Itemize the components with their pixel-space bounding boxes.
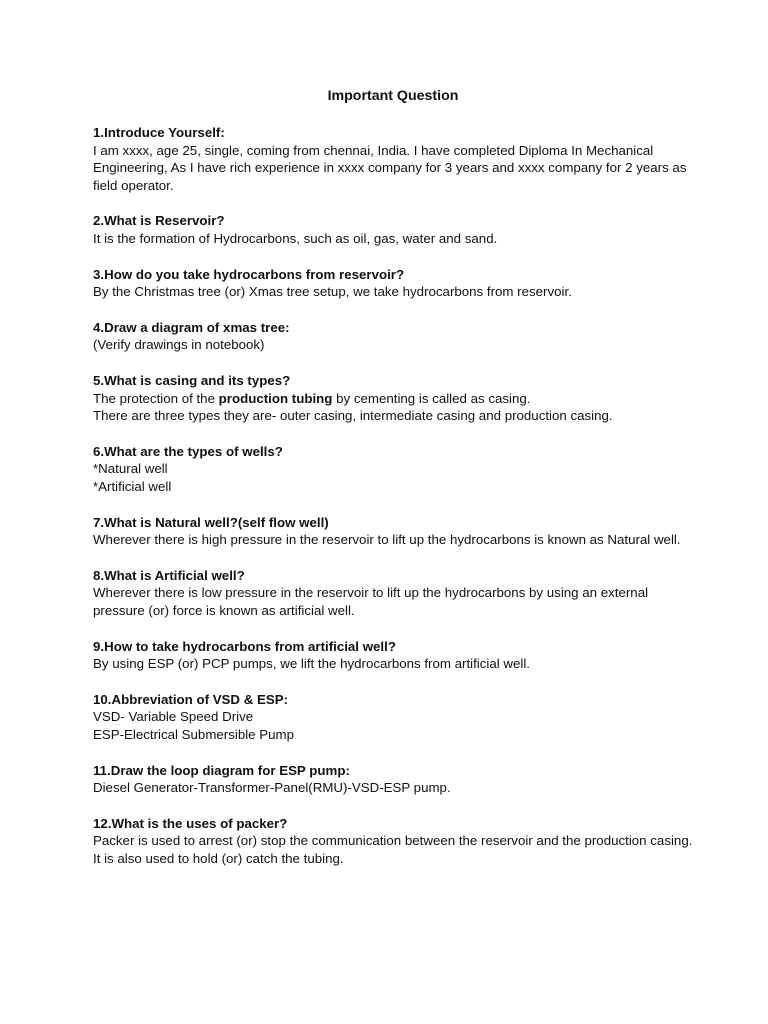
answer-text	[93, 390, 693, 408]
qa-item	[93, 212, 693, 248]
answer-text	[93, 531, 693, 549]
answer-segment: VSD- Variable Speed Drive	[93, 709, 254, 725]
qa-item	[93, 372, 693, 425]
answer-text	[93, 708, 693, 726]
document-title: Important Question	[327, 88, 459, 104]
answer-text	[93, 283, 693, 301]
document-page	[93, 88, 693, 886]
answer-text	[93, 779, 693, 797]
question-heading: 1.Introduce Yourself:	[93, 124, 225, 140]
answer-text	[93, 230, 693, 248]
question-heading: 2.What is Reservoir?	[93, 213, 225, 229]
answer-segment: *Natural well	[93, 461, 168, 477]
answer-segment: It is the formation of Hydrocarbons, such as oil, gas, water and sand.	[93, 231, 498, 247]
answer-segment: I am xxxx, age 25, single, coming from chennai, India. I have completed Diploma In Mechanical Engineering, As I have rich experience in xxxx company for 3 years and xxxx company for 2 years as field operator.	[93, 142, 687, 194]
answer-segment: The protection of the	[93, 390, 219, 406]
qa-item	[93, 514, 693, 550]
question-heading: 10.Abbreviation of VSD & ESP:	[93, 691, 289, 707]
answer-text	[93, 407, 693, 425]
answer-emphasis: production tubing	[218, 390, 333, 406]
question-heading: 9.How to take hydrocarbons from artificial well?	[93, 638, 396, 654]
qa-item	[93, 567, 693, 620]
qa-item	[93, 815, 693, 868]
answer-text	[93, 478, 693, 496]
qa-item	[93, 319, 693, 355]
answer-segment: *Artificial well	[93, 479, 172, 495]
qa-item	[93, 638, 693, 674]
question-heading: 3.How do you take hydrocarbons from reservoir?	[93, 266, 405, 282]
answer-segment: ESP-Electrical Submersible Pump	[93, 727, 295, 743]
question-heading: 5.What is casing and its types?	[93, 372, 291, 388]
answer-segment: Packer is used to arrest (or) stop the communication between the reservoir and the production casing. It is also used to hold (or) catch the tubing.	[93, 833, 693, 867]
answer-segment: By the Christmas tree (or) Xmas tree setup, we take hydrocarbons from reservoir.	[93, 284, 572, 300]
qa-item	[93, 762, 693, 798]
answer-text	[93, 655, 693, 673]
answer-segment: (Verify drawings in notebook)	[93, 337, 265, 353]
question-heading: 4.Draw a diagram of xmas tree:	[93, 319, 290, 335]
qa-item	[93, 124, 693, 195]
question-heading: 8.What is Artificial well?	[93, 567, 245, 583]
answer-segment: Diesel Generator-Transformer-Panel(RMU)-VSD-ESP pump.	[93, 780, 451, 796]
qa-item	[93, 266, 693, 302]
answer-segment: Wherever there is high pressure in the reservoir to lift up the hydrocarbons is known as Natural well.	[93, 532, 681, 548]
answer-text	[93, 336, 693, 354]
answer-text	[93, 460, 693, 478]
answer-text	[93, 832, 693, 868]
answer-segment: There are three types they are- outer casing, intermediate casing and production casing.	[93, 408, 613, 424]
question-heading: 7.What is Natural well?(self flow well)	[93, 514, 329, 530]
answer-segment: By using ESP (or) PCP pumps, we lift the hydrocarbons from artificial well.	[93, 656, 530, 672]
qa-list	[93, 124, 693, 868]
question-heading: 6.What are the types of wells?	[93, 443, 283, 459]
question-heading: 12.What is the uses of packer?	[93, 815, 288, 831]
answer-segment: by cementing is called as casing.	[332, 390, 531, 406]
qa-item	[93, 443, 693, 496]
answer-text	[93, 142, 693, 195]
question-heading: 11.Draw the loop diagram for ESP pump:	[93, 762, 350, 778]
answer-segment: Wherever there is low pressure in the reservoir to lift up the hydrocarbons by using an external pressure (or) force is known as artificial well.	[93, 585, 649, 619]
answer-text	[93, 726, 693, 744]
answer-text	[93, 584, 693, 620]
qa-item	[93, 691, 693, 744]
